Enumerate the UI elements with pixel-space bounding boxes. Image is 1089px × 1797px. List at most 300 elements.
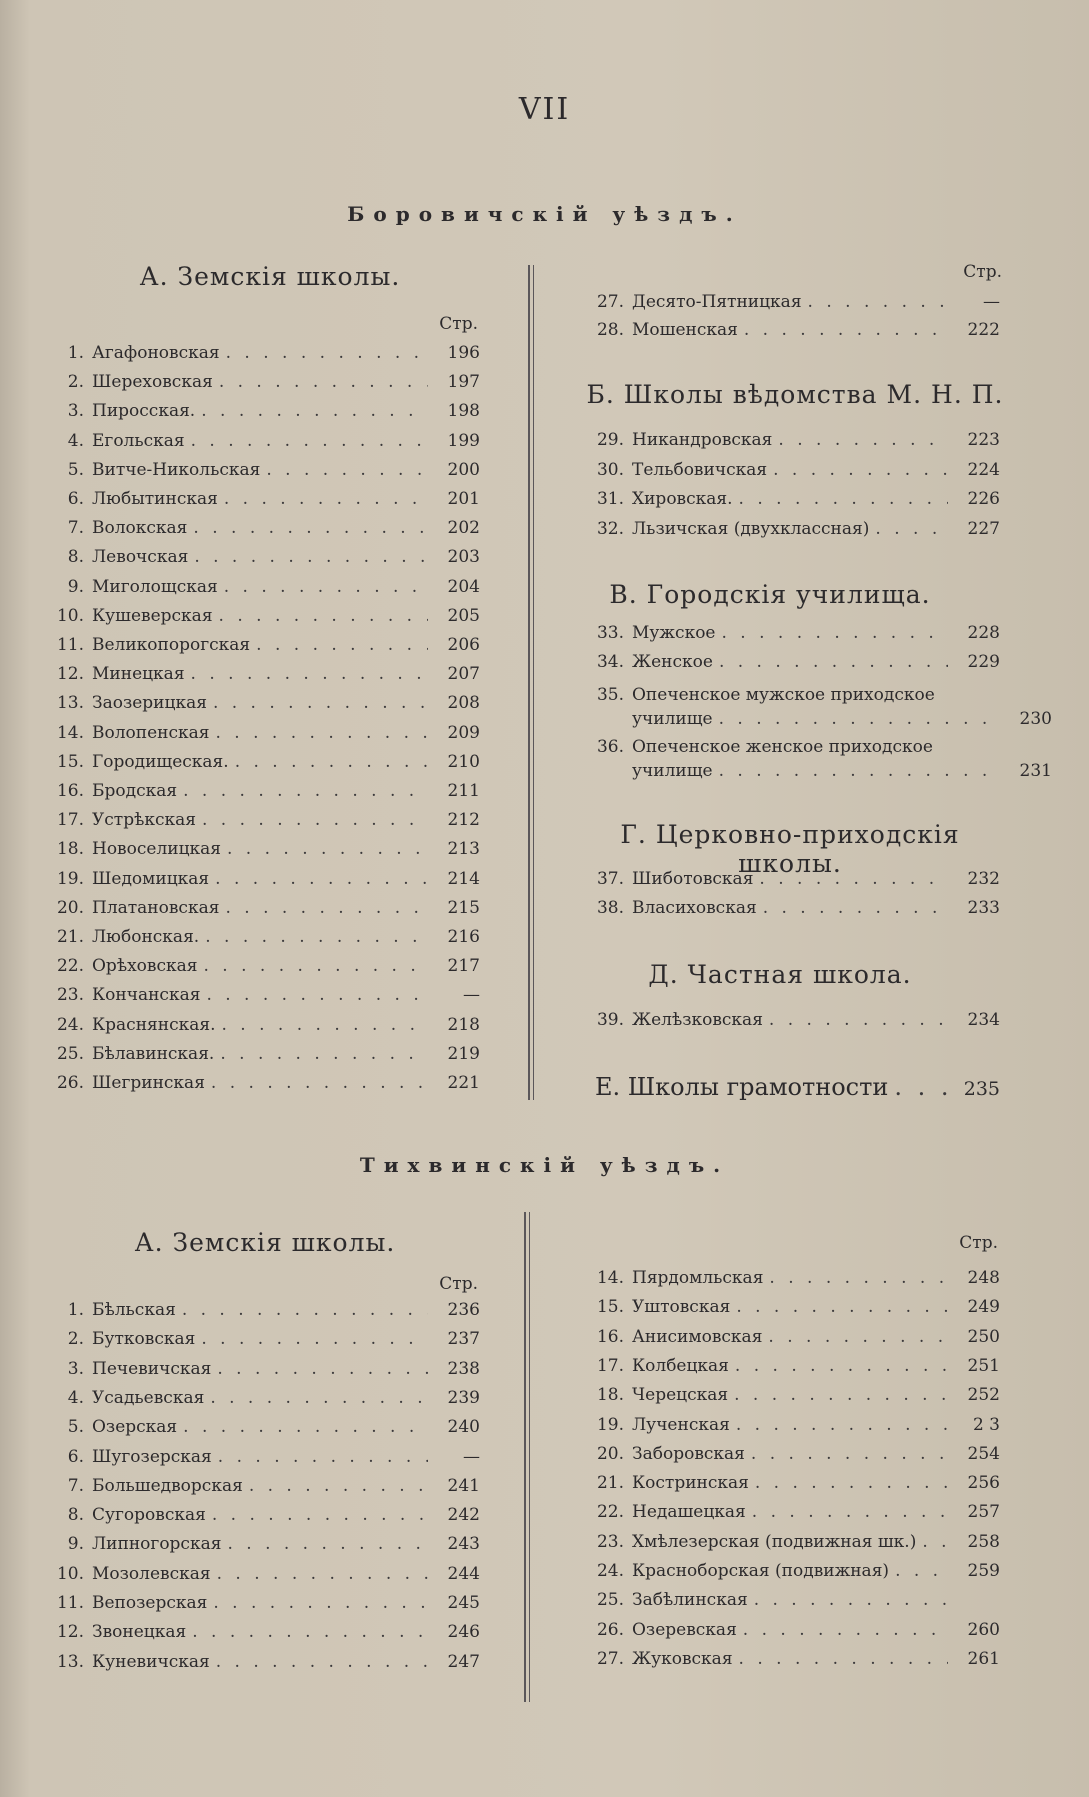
district-title-borovichi: Боровичскій уѣздъ. <box>347 202 742 226</box>
item-number: 34. <box>596 652 624 672</box>
leader-dots <box>224 489 428 509</box>
item-page: 217 <box>447 956 480 977</box>
item-name: Красноборская (подвижная) <box>632 1561 890 1581</box>
list-item <box>40 927 480 951</box>
list-item <box>40 1534 480 1558</box>
item-number: 30. <box>596 459 624 480</box>
list-item <box>580 685 1000 709</box>
column-divider <box>528 265 530 1100</box>
item-number: 5. <box>67 459 84 480</box>
leader-dots <box>894 1073 948 1101</box>
leader-dots <box>217 1359 428 1379</box>
item-page: 204 <box>447 576 480 597</box>
item-name: Озерская <box>92 1417 178 1438</box>
list-item <box>40 1652 480 1676</box>
item-number: 17. <box>596 1355 624 1376</box>
leader-dots <box>213 1593 428 1613</box>
item-name: Куневичская <box>92 1651 210 1672</box>
item-page: 233 <box>967 898 1000 918</box>
item-number: 7. <box>67 1475 84 1496</box>
list-item <box>40 372 480 396</box>
item-page: 258 <box>967 1531 1000 1552</box>
item-number: 28. <box>596 320 624 340</box>
item-name: Бродская <box>92 781 178 801</box>
leader-dots <box>201 401 428 421</box>
item-page: 227 <box>967 518 1000 539</box>
item-number: 4. <box>67 1387 84 1408</box>
leader-dots <box>736 1415 948 1435</box>
item-number: 7. <box>67 518 84 539</box>
list-item <box>40 635 480 659</box>
page-column-header: Стр. <box>439 1274 478 1294</box>
leader-dots <box>743 1620 948 1640</box>
item-number: 15. <box>56 751 84 772</box>
item-page: 248 <box>967 1268 1000 1288</box>
item-page: 219 <box>447 1043 480 1064</box>
list-item <box>40 518 480 542</box>
list-item <box>40 401 480 425</box>
leader-dots <box>722 623 949 643</box>
item-page: 215 <box>447 897 480 918</box>
leader-dots <box>210 1388 428 1408</box>
item-name: Новоселицкая <box>92 839 221 860</box>
item-number: 13. <box>56 1651 84 1672</box>
list-item <box>40 985 480 1009</box>
item-page: 235 <box>963 1078 1000 1100</box>
item-name: Минецкая <box>92 664 185 685</box>
item-number: 21. <box>56 927 84 947</box>
list-item <box>40 839 480 863</box>
list-item <box>40 431 480 455</box>
leader-dots <box>739 1649 948 1669</box>
item-number: 2. <box>67 372 84 393</box>
item-number: 13. <box>56 693 84 714</box>
item-name: Шедомицкая <box>92 868 210 889</box>
item-page: 232 <box>967 869 1000 889</box>
item-page: — <box>463 1446 480 1467</box>
leader-dots <box>182 1300 428 1320</box>
item-page: 247 <box>447 1651 480 1672</box>
list-item <box>40 1300 480 1324</box>
item-number: 22. <box>56 956 84 977</box>
item-page: 198 <box>447 401 480 422</box>
leader-dots <box>256 635 428 655</box>
item-name: Колбецкая <box>632 1355 729 1376</box>
list-item <box>580 1415 1000 1439</box>
item-name: Кончанская <box>92 985 201 1006</box>
page-column-header: Стр. <box>959 1233 998 1253</box>
list-item <box>580 1010 1000 1034</box>
item-name: Кушеверская <box>92 605 213 626</box>
item-page: 228 <box>967 623 1000 643</box>
item-page: 256 <box>967 1473 1000 1494</box>
leader-dots <box>213 693 428 713</box>
list-item <box>40 1505 480 1529</box>
item-number: 26. <box>596 1619 624 1640</box>
leader-dots <box>739 489 948 509</box>
item-page: 207 <box>447 664 480 685</box>
item-page: 200 <box>447 459 480 480</box>
leader-dots <box>222 1015 429 1035</box>
item-page: 209 <box>447 722 480 743</box>
leader-dots <box>219 372 428 392</box>
item-name: Желѣзковская <box>632 1010 763 1030</box>
leader-dots <box>183 1417 428 1437</box>
leader-dots <box>922 1532 948 1552</box>
item-page: 2 3 <box>972 1414 1000 1435</box>
item-name: Шереховская <box>92 372 213 393</box>
list-item <box>40 693 480 717</box>
list-item <box>40 810 480 834</box>
item-name: Мозолевская <box>92 1563 211 1584</box>
item-page: 196 <box>447 343 480 363</box>
leader-dots <box>224 577 428 597</box>
leader-dots <box>763 898 948 918</box>
item-number: 3. <box>67 1358 84 1379</box>
item-page: 208 <box>447 693 480 714</box>
leader-dots <box>215 869 428 889</box>
list-item <box>580 1649 1000 1673</box>
item-name: училище <box>632 761 713 781</box>
item-page: 214 <box>447 868 480 889</box>
item-number: 33. <box>596 623 624 643</box>
section-heading-borovichi-e <box>595 1073 1000 1103</box>
list-item <box>40 781 480 805</box>
list-item <box>40 606 480 630</box>
item-name: Хмѣлезерская (подвижная шк.) <box>632 1531 917 1552</box>
leader-dots <box>192 1622 428 1642</box>
item-number: 18. <box>596 1385 624 1406</box>
list-item <box>580 292 1000 316</box>
item-name: Десято-Пятницкая <box>632 292 802 312</box>
item-number: 27. <box>596 292 624 312</box>
list-item <box>580 623 1000 647</box>
section-heading-borovichi-g: Г. Церковно-приходскія школы. <box>620 820 960 878</box>
item-number: 22. <box>596 1502 624 1523</box>
item-name: Хировская. <box>632 489 733 509</box>
leader-dots <box>194 547 428 567</box>
leader-dots <box>218 1447 428 1467</box>
list-item <box>580 1297 1000 1321</box>
column-divider <box>524 1212 526 1702</box>
item-name: Левочская <box>92 547 189 568</box>
item-number: 36. <box>596 737 624 757</box>
item-name: Бѣльская <box>92 1300 176 1320</box>
item-page: 205 <box>447 605 480 626</box>
item-name: Городищеская. <box>92 751 229 772</box>
list-item <box>40 869 480 893</box>
item-name: Недашецкая <box>632 1502 746 1523</box>
item-page: 202 <box>447 518 480 539</box>
list-item <box>580 1327 1000 1351</box>
list-item <box>40 1593 480 1617</box>
item-page: 197 <box>447 372 480 393</box>
item-number: 37. <box>596 869 624 889</box>
item-page: 244 <box>447 1563 480 1584</box>
item-name: Заозерицкая <box>92 693 207 714</box>
item-name: Женское <box>632 652 713 672</box>
item-name: Вепозерская <box>92 1593 208 1613</box>
leader-dots <box>225 898 428 918</box>
list-item <box>580 1620 1000 1644</box>
leader-dots <box>773 460 948 480</box>
item-number: 16. <box>596 1326 624 1347</box>
item-page: 250 <box>967 1326 1000 1347</box>
leader-dots <box>193 518 428 538</box>
list-item <box>580 1590 1000 1614</box>
list-item <box>580 1356 1000 1380</box>
list-item <box>40 664 480 688</box>
list-item <box>580 1444 1000 1468</box>
list-item <box>40 577 480 601</box>
leader-dots <box>202 810 428 830</box>
item-page: — <box>983 292 1000 312</box>
item-number: 24. <box>56 1014 84 1035</box>
item-number: 16. <box>56 781 84 801</box>
item-page: 222 <box>967 320 1000 340</box>
list-item <box>580 1532 1000 1556</box>
leader-dots <box>205 927 428 947</box>
leader-dots <box>895 1561 948 1581</box>
list-item-continuation <box>580 761 1052 785</box>
district-title-tikhvin: Тихвинскій уѣздъ. <box>359 1153 730 1177</box>
list-item <box>40 489 480 513</box>
item-page: 259 <box>967 1561 1000 1581</box>
item-page: 260 <box>967 1619 1000 1640</box>
item-page: 213 <box>447 839 480 860</box>
list-item <box>40 1388 480 1412</box>
item-page: 236 <box>447 1300 480 1320</box>
leader-dots <box>227 839 428 859</box>
item-name: Шиботовская <box>632 869 754 889</box>
list-item <box>40 1476 480 1500</box>
list-item <box>580 898 1000 922</box>
item-name: Любонская. <box>92 927 200 947</box>
list-item <box>40 752 480 776</box>
list-item-continuation <box>580 709 1052 733</box>
list-item <box>40 898 480 922</box>
list-item <box>580 1561 1000 1585</box>
item-name: Черецская <box>632 1385 729 1406</box>
leader-dots <box>203 956 428 976</box>
item-name: Льзичская (двухклассная) <box>632 518 870 539</box>
list-item <box>40 460 480 484</box>
item-name: Уштовская <box>632 1297 731 1318</box>
item-name: Е. Школы грамотности <box>595 1073 889 1101</box>
leader-dots <box>875 519 948 539</box>
item-name: Егольская <box>92 430 185 451</box>
leader-dots <box>759 869 948 889</box>
leader-dots <box>736 1297 948 1317</box>
page-column-header: Стр. <box>963 262 1002 282</box>
item-number: 4. <box>67 430 84 451</box>
item-name: Костринская <box>632 1473 749 1494</box>
leader-dots <box>216 1652 428 1672</box>
section-heading-borovichi-a: А. Земскія школы. <box>139 262 401 291</box>
item-name: Опеченское мужское приходское <box>632 685 935 705</box>
leader-dots <box>220 1044 428 1064</box>
item-number: 12. <box>56 1622 84 1643</box>
item-number: 3. <box>67 401 84 422</box>
section-heading-borovichi-d: Д. Частная школа. <box>648 960 912 989</box>
list-item <box>40 1622 480 1646</box>
list-item <box>40 956 480 980</box>
leader-dots <box>719 709 1000 729</box>
item-number: 1. <box>67 1300 84 1320</box>
item-page: 257 <box>967 1502 1000 1523</box>
list-item <box>40 1044 480 1068</box>
item-page: 223 <box>967 430 1000 450</box>
list-item <box>580 1473 1000 1497</box>
list-item <box>580 460 1000 484</box>
item-number: 25. <box>596 1590 624 1611</box>
item-name: Краснянская. <box>92 1014 216 1035</box>
item-number: 8. <box>67 1505 84 1526</box>
item-number: 14. <box>596 1268 624 1288</box>
item-page: 242 <box>447 1505 480 1526</box>
leader-dots <box>719 652 948 672</box>
item-name: Шегринская <box>92 1073 205 1093</box>
item-name: Бѣлавинская. <box>92 1043 215 1064</box>
item-number: 23. <box>596 1531 624 1552</box>
item-name: Заборовская <box>632 1443 745 1464</box>
item-number: 31. <box>596 489 624 509</box>
item-name: Сугоровская <box>92 1505 206 1526</box>
item-number: 21. <box>596 1473 624 1494</box>
list-item <box>580 1502 1000 1526</box>
item-name: Миголощская <box>92 576 218 597</box>
item-name: училище <box>632 709 713 729</box>
item-number: 17. <box>56 810 84 831</box>
item-number: 20. <box>56 897 84 918</box>
item-number: 9. <box>67 1534 84 1555</box>
item-name: Волокская <box>92 518 188 539</box>
page-number: VII <box>518 92 571 127</box>
item-number: 29. <box>596 430 624 450</box>
item-page: 239 <box>447 1387 480 1408</box>
item-name: Бутковская <box>92 1329 196 1350</box>
leader-dots <box>249 1476 428 1496</box>
item-page: 221 <box>447 1073 480 1093</box>
leader-dots <box>719 761 1000 781</box>
list-item <box>580 737 1000 761</box>
item-number: 10. <box>56 1563 84 1584</box>
item-name: Усадьевская <box>92 1387 205 1408</box>
item-page: 201 <box>447 489 480 509</box>
item-number: 20. <box>596 1443 624 1464</box>
item-page: 229 <box>967 652 1000 672</box>
leader-dots <box>212 1505 428 1525</box>
list-item <box>40 1015 480 1039</box>
list-item <box>580 320 1000 344</box>
leader-dots <box>754 1590 948 1610</box>
item-name: Витче-Никольская <box>92 459 261 480</box>
leader-dots <box>744 320 948 340</box>
list-item <box>40 723 480 747</box>
item-page: 254 <box>967 1443 1000 1464</box>
item-number: 27. <box>596 1648 624 1669</box>
item-number: 26. <box>56 1073 84 1093</box>
item-page: 251 <box>967 1355 1000 1376</box>
item-page: 230 <box>1019 709 1052 729</box>
leader-dots <box>768 1327 948 1347</box>
list-item <box>40 1564 480 1588</box>
item-page: 243 <box>447 1534 480 1555</box>
leader-dots <box>219 606 428 626</box>
leader-dots <box>201 1329 428 1349</box>
item-name: Мужское <box>632 623 716 643</box>
leader-dots <box>734 1385 948 1405</box>
item-number: 18. <box>56 839 84 860</box>
item-number: 39. <box>596 1010 624 1030</box>
item-page: 218 <box>447 1014 480 1035</box>
item-page: 234 <box>967 1010 1000 1030</box>
item-number: 2. <box>67 1329 84 1350</box>
column-divider <box>533 265 534 1100</box>
list-item <box>40 1417 480 1441</box>
item-number: 12. <box>56 664 84 685</box>
item-name: Тельбовичская <box>632 459 768 480</box>
leader-dots <box>769 1268 948 1288</box>
item-number: 24. <box>596 1561 624 1581</box>
item-number: 6. <box>67 489 84 509</box>
leader-dots <box>226 343 428 363</box>
leader-dots <box>183 781 428 801</box>
list-item <box>580 869 1000 893</box>
leader-dots <box>206 985 428 1005</box>
item-page: 261 <box>967 1648 1000 1669</box>
item-name: Опеченское женское приходское <box>632 737 933 757</box>
item-page: 206 <box>447 635 480 655</box>
leader-dots <box>752 1502 948 1522</box>
item-number: 15. <box>596 1297 624 1318</box>
leader-dots <box>211 1073 428 1093</box>
item-page: 245 <box>447 1593 480 1613</box>
item-number: 38. <box>596 898 624 918</box>
item-name: Звонецкая <box>92 1622 187 1643</box>
item-name: Устрѣкская <box>92 810 196 831</box>
leader-dots <box>266 460 428 480</box>
item-name: Большедворская <box>92 1475 243 1496</box>
item-page: — <box>463 985 480 1006</box>
item-name: Орѣховская <box>92 956 198 977</box>
item-number: 6. <box>67 1446 84 1467</box>
list-item <box>580 1268 1000 1292</box>
section-heading-borovichi-b: Б. Школы вѣдомства М. Н. П. <box>586 380 1004 409</box>
item-page: 203 <box>447 547 480 568</box>
item-name: Анисимовская <box>632 1326 763 1347</box>
list-item <box>40 1329 480 1353</box>
item-name: Мошенская <box>632 320 738 340</box>
item-number: 32. <box>596 518 624 539</box>
item-number: 11. <box>56 635 84 655</box>
leader-dots <box>735 1356 948 1376</box>
leader-dots <box>191 431 428 451</box>
leader-dots <box>755 1473 948 1493</box>
item-name: Озеревская <box>632 1619 737 1640</box>
leader-dots <box>217 1564 428 1584</box>
item-name: Пярдомльская <box>632 1268 764 1288</box>
item-page: 246 <box>447 1622 480 1643</box>
item-page: 238 <box>447 1358 480 1379</box>
leader-dots <box>751 1444 948 1464</box>
list-item <box>40 1359 480 1383</box>
item-name: Лученская <box>632 1414 730 1435</box>
item-page: 240 <box>447 1417 480 1438</box>
item-name: Жуковская <box>632 1648 733 1669</box>
leader-dots <box>778 430 948 450</box>
item-name: Печевичская <box>92 1358 212 1379</box>
